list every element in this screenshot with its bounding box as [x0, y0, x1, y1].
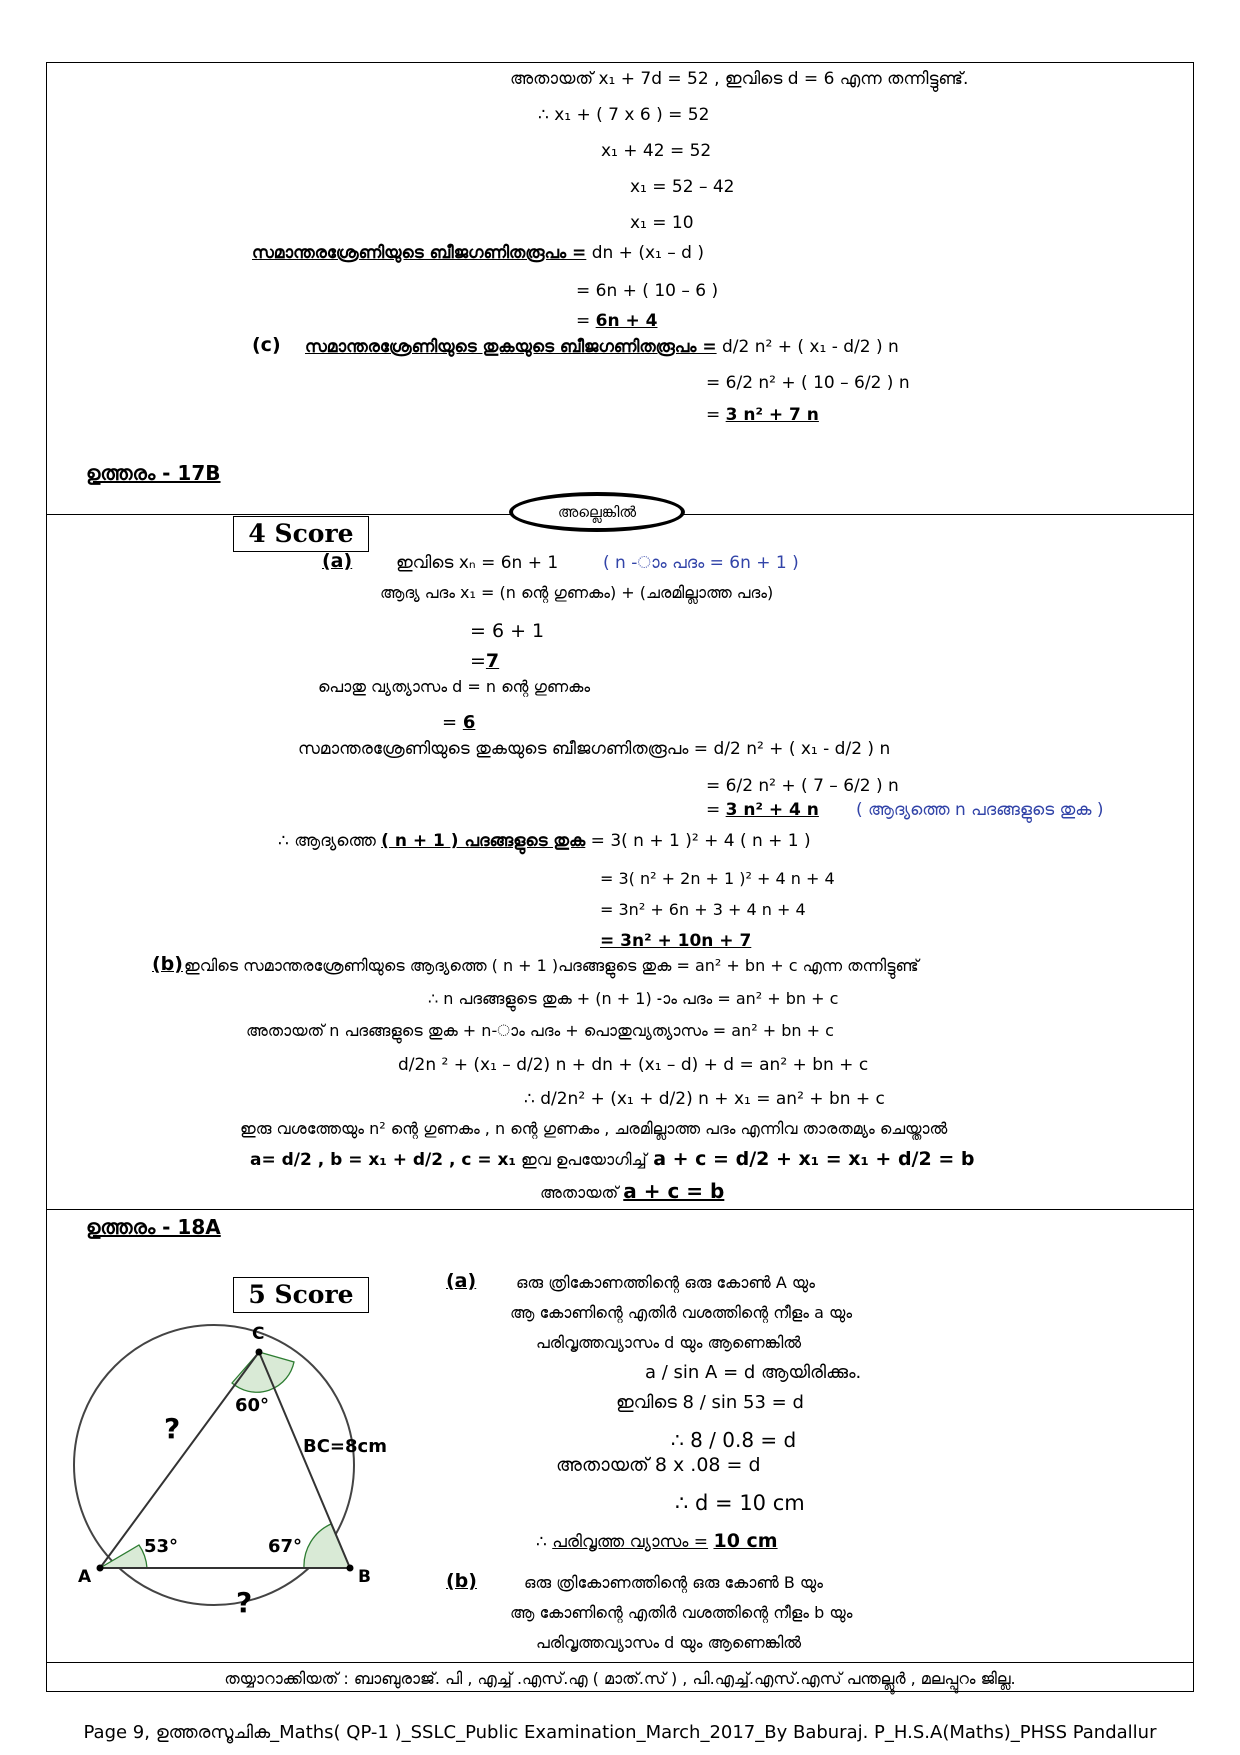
divider-credit	[46, 1662, 1194, 1663]
s17b-a2: ആദ്യ പദം x₁ = (n ന്റെ ഗുണകം) + (ചരമില്ലാത്ത പദം)	[380, 583, 774, 602]
angle-b-label: 67°	[268, 1536, 303, 1557]
s17a-line1: അതായത് x₁ + 7d = 52 , ഇവിടെ d = 6 എന്ന തന്നിട്ടുണ്ട്.	[510, 69, 969, 89]
s17b-b1: ഇവിടെ സമാന്തരശ്രേണിയുടെ ആദ്യത്തെ ( n + 1 )പദങ്ങളുടെ തുക = an² + bn + c എന്ന തന്നിട്ടുണ്ട്	[184, 956, 919, 975]
part-c-label: (c)	[252, 334, 281, 356]
s17b-a8: = 6/2 n² + ( 7 – 6/2 ) n	[706, 776, 899, 796]
s18a-a2: ആ കോണിന്റെ എതിർ വശത്തിന്റെ നീളം a യും	[510, 1303, 853, 1322]
sum-n-plus-1-label: ( n + 1 ) പദങ്ങളുടെ തുക	[381, 831, 586, 851]
s17b-b5: ∴ d/2n² + (x₁ + d/2) n + x₁ = an² + bn + c	[524, 1089, 885, 1109]
s18a-a8: ∴ d = 10 cm	[675, 1491, 805, 1515]
first-term-7: 7	[485, 650, 500, 672]
s18a-b3: പരിവൃത്തവ്യാസം d യും ആണെങ്കിൽ	[536, 1633, 802, 1652]
angle-c-arc	[232, 1352, 294, 1392]
score-5-badge: 5 Score	[233, 1277, 369, 1313]
vertex-b	[347, 1565, 354, 1572]
s17b-b3: അതായത് n പദങ്ങളുടെ തുക + n-ാം പദം + പൊതുവ്യത്യാസം = an² + bn + c	[246, 1021, 834, 1040]
s17b-a1: ഇവിടെ xₙ = 6n + 1	[396, 553, 559, 573]
s17b-a11: = 3( n² + 2n + 1 )² + 4 n + 4	[600, 869, 835, 888]
score-4-badge: 4 Score	[233, 516, 369, 552]
s17b-b2: ∴ n പദങ്ങളുടെ തുക + (n + 1) -ാം പദം = an² + bn + c	[428, 989, 839, 1008]
coef-a-b-c: a= d/2 , b = x₁ + d/2 , c = x₁	[250, 1150, 516, 1170]
label-c: C	[252, 1324, 265, 1344]
s17b-a9	[706, 799, 819, 821]
s17b-a12: = 3n² + 6n + 3 + 4 n + 4	[600, 900, 806, 919]
s17b-a3: = 6 + 1	[470, 620, 545, 642]
heading-17b: ഉത്തരം - 17B	[86, 461, 221, 485]
eq-sign: =	[576, 311, 596, 331]
answer-3n2-7n: 3 n² + 7 n	[725, 405, 819, 425]
sum-form-expr: d/2 n² + ( x₁ - d/2 ) n	[716, 337, 899, 357]
page-footer: Page 9, ഉത്തരസൂചിക_Maths( QP-1 )_SSLC_Public Examination_March_2017_By Baburaj. P_H.S.A(Maths)_PHSS Pandallur	[83, 1722, 1157, 1743]
angle-a-label: 53°	[144, 1536, 179, 1557]
s17b-a5: പൊതു വ്യത്യാസം d = n ന്റെ ഗുണകം	[318, 677, 591, 696]
s18a-a1: ഒരു ത്രികോണത്തിന്റെ ഒരു കോൺ A യും	[516, 1273, 815, 1292]
s17a-line8	[576, 310, 658, 332]
ap-form-expr: dn + (x₁ – d )	[586, 243, 704, 263]
s17a-c-line2: = 6/2 n² + ( 10 – 6/2 ) n	[706, 373, 910, 393]
eq-sign: =	[706, 405, 726, 425]
s17b-b8	[540, 1180, 724, 1204]
s17a-c-line3	[706, 404, 819, 426]
s17a-line6	[252, 242, 704, 264]
s18a-a4: a / sin A = d ആയിരിക്കും.	[645, 1362, 862, 1383]
s17b-b7	[250, 1148, 974, 1171]
therefore-text: ∴ ആദ്യത്തെ	[278, 831, 382, 851]
result-a-plus-c-b: a + c = b	[623, 1179, 725, 1203]
answer-10cm: 10 cm	[713, 1530, 778, 1552]
eq-sign: =	[442, 712, 463, 733]
or-label: അല്ലെങ്കിൽ	[557, 503, 637, 521]
s17b-a6	[442, 712, 475, 734]
triangle-circle-figure	[60, 1320, 400, 1630]
credit-line: തയ്യാറാക്കിയത് : ബാബുരാജ്. പി , എച്ച് .എസ്.എ ( മാത്.സ് ) , പി.എച്ച്.എസ്.എസ് പന്തല്ലൂർ , മലപ്പുറം ജില്ല.	[224, 1669, 1016, 1688]
s17b-a7: സമാന്തരശ്രേണിയുടെ തുകയുടെ ബീജഗണിതരൂപം = d/2 n² + ( x₁ - d/2 ) n	[298, 739, 891, 759]
side-bc-label: BC=8cm	[303, 1436, 387, 1457]
s17a-line5: x₁ = 10	[630, 213, 694, 233]
s18a-a7: അതായത് 8 x .08 = d	[556, 1454, 761, 1476]
circumdiameter-label: പരിവൃത്ത വ്യാസം =	[552, 1532, 709, 1552]
answer-6n-4: 6n + 4	[595, 311, 658, 331]
s17b-a1-note: ( n -ാം പദം = 6n + 1 )	[603, 553, 799, 573]
vertex-a	[97, 1565, 104, 1572]
s18a-a9	[536, 1530, 778, 1553]
triangle-abc	[100, 1352, 350, 1568]
s17b-a9-note: ( ആദ്യത്തെ n പദങ്ങളുടെ തുക )	[856, 800, 1104, 820]
label-a: A	[78, 1567, 92, 1587]
athayath: അതായത്	[540, 1183, 624, 1202]
angle-c-label: 60°	[235, 1395, 270, 1416]
common-diff-6: 6	[462, 712, 476, 733]
s17a-c-line1	[305, 336, 899, 358]
s17a-line3: x₁ + 42 = 52	[601, 141, 712, 161]
label-b: B	[358, 1567, 371, 1587]
s17b-b4: d/2n ² + (x₁ – d/2) n + dn + (x₁ – d) + d = an² + bn + c	[398, 1055, 869, 1075]
a-plus-c-eq: a + c = d/2 + x₁ = x₁ + d/2 = b	[646, 1148, 975, 1170]
s18a-a3: പരിവൃത്തവ്യാസം d യും ആണെങ്കിൽ	[536, 1333, 802, 1352]
s17b-a10	[278, 830, 811, 852]
s17a-line2: ∴ x₁ + ( 7 x 6 ) = 52	[538, 105, 710, 125]
s17a-line4: x₁ = 52 – 42	[630, 177, 735, 197]
eq-sign: =	[470, 650, 486, 672]
sum-form-label: സമാന്തരശ്രേണിയുടെ തുകയുടെ ബീജഗണിതരൂപം =	[305, 337, 717, 357]
s18a-b2: ആ കോണിന്റെ എതിർ വശത്തിന്റെ നീളം b യും	[510, 1603, 853, 1622]
sum-n-plus-1-expr: = 3( n + 1 )² + 4 ( n + 1 )	[585, 831, 811, 851]
part-b-label: (b)	[152, 953, 183, 975]
sum-3n2-4n: 3 n² + 4 n	[725, 800, 819, 820]
s17a-line7: = 6n + ( 10 – 6 )	[576, 281, 719, 301]
using-these: ഇവ ഉപയോഗിച്ച്	[515, 1150, 647, 1169]
part-18a-a-label: (a)	[446, 1270, 477, 1292]
angle-b-arc	[304, 1524, 350, 1568]
or-ellipse	[509, 492, 685, 532]
divider-18a	[46, 1209, 1194, 1210]
s17b-b6: ഇരു വശത്തേയും n² ന്റെ ഗുണകം , n ന്റെ ഗുണകം , ചരമില്ലാത്ത പദം എന്നിവ താരതമ്യം ചെയ്താൽ	[240, 1119, 948, 1138]
therefore-text: ∴	[536, 1532, 553, 1552]
part-18a-b-label: (b)	[446, 1570, 477, 1592]
ap-form-label: സമാന്തരശ്രേണിയുടെ ബീജഗണിതരൂപം =	[252, 243, 587, 263]
s17b-a4	[470, 650, 499, 672]
s18a-b1: ഒരു ത്രികോണത്തിന്റെ ഒരു കോൺ B യും	[524, 1573, 823, 1592]
s18a-a6: ∴ 8 / 0.8 = d	[671, 1428, 797, 1452]
part-a-label: (a)	[322, 550, 353, 572]
question-side-ac: ?	[164, 1412, 181, 1445]
s17b-a13: = 3n² + 10n + 7	[600, 931, 752, 951]
heading-18a: ഉത്തരം - 18A	[86, 1215, 221, 1239]
s18a-a5: ഇവിടെ 8 / sin 53 = d	[616, 1392, 804, 1413]
eq-sign: =	[706, 800, 726, 820]
question-side-ab: ?	[236, 1586, 253, 1619]
vertex-c	[256, 1349, 263, 1356]
